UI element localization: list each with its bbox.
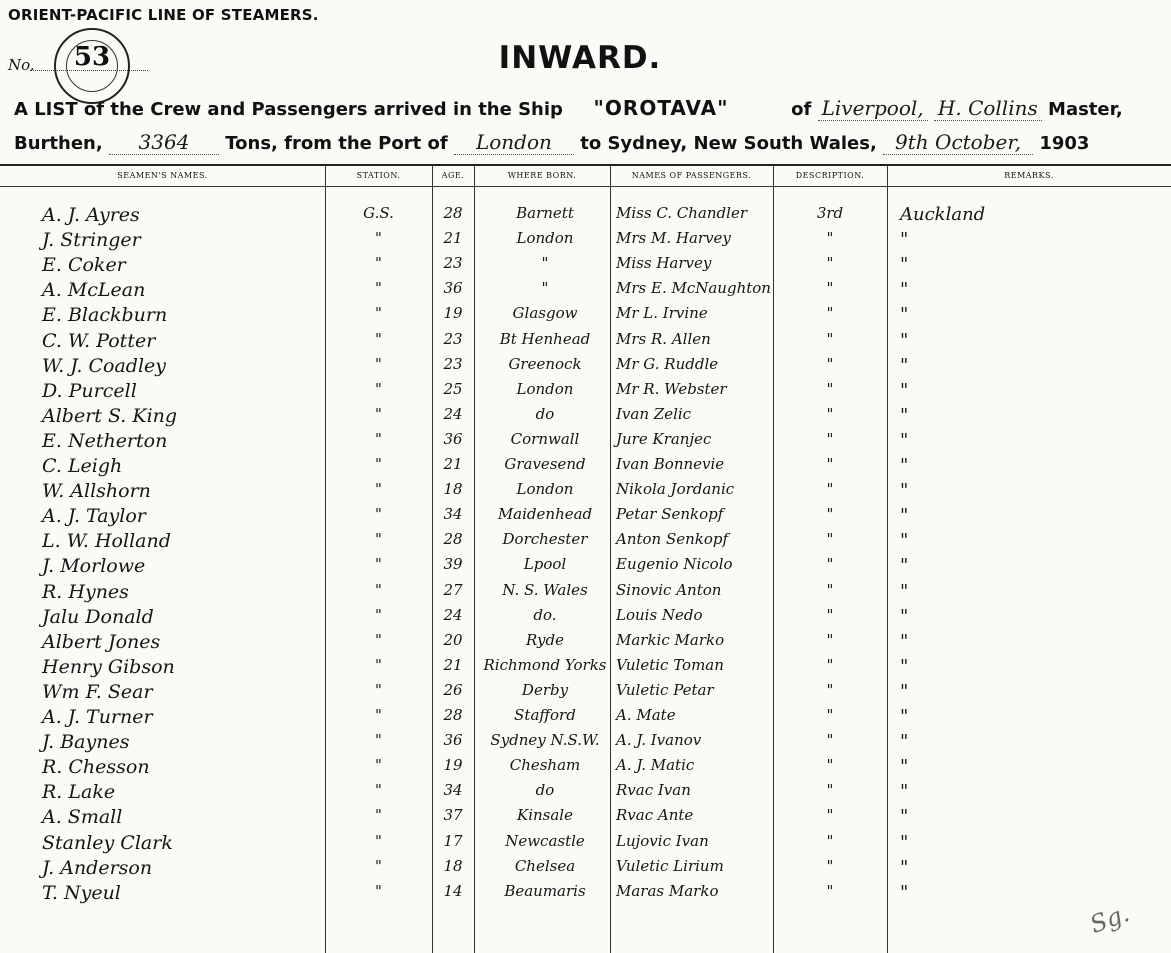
- stamp-number: 53: [73, 42, 111, 72]
- seaman-name: E. Netherton: [42, 429, 168, 452]
- age-cell: 37: [443, 806, 463, 825]
- description-cell: ": [826, 329, 834, 348]
- seaman-name: C. W. Potter: [42, 329, 156, 352]
- remarks-cell: ": [900, 731, 909, 753]
- description-cell: ": [826, 530, 834, 549]
- description-cell: ": [826, 404, 834, 423]
- passenger-name: A. J. Matic: [616, 756, 695, 775]
- age-cell: 18: [443, 856, 463, 875]
- remarks-cell: ": [900, 680, 909, 702]
- remarks-cell: ": [900, 530, 909, 552]
- list-prefix: A LIST of the Crew and Passengers arrived in the Ship: [14, 99, 563, 120]
- master-label: Master,: [1048, 99, 1123, 120]
- description-cell: ": [826, 580, 834, 599]
- seaman-name: A. J. Taylor: [42, 505, 146, 528]
- table-row: [0, 380, 1171, 405]
- age-cell: 23: [443, 354, 463, 373]
- table-header-rule: [0, 186, 1171, 187]
- birthplace-cell: Beaumaris: [504, 881, 586, 900]
- station-cell: ": [375, 856, 382, 875]
- station-cell: ": [375, 881, 382, 900]
- remarks-cell: ": [900, 831, 909, 853]
- description-cell: ": [826, 831, 834, 850]
- station-cell: ": [375, 731, 382, 750]
- birthplace-cell: N. S. Wales: [502, 580, 588, 599]
- passenger-name: Mrs R. Allen: [616, 329, 711, 348]
- station-cell: G.S.: [363, 204, 394, 222]
- station-cell: ": [375, 379, 382, 398]
- seaman-name: R. Hynes: [42, 580, 129, 603]
- seaman-name: C. Leigh: [42, 455, 123, 477]
- table-row: [0, 781, 1171, 806]
- description-cell: ": [826, 429, 834, 448]
- birthplace-cell: London: [516, 480, 574, 499]
- table-row: [0, 480, 1171, 505]
- passenger-name: Rvac Ante: [616, 806, 694, 825]
- birthplace-cell: Chelsea: [514, 856, 576, 875]
- passenger-name: Ivan Bonnevie: [616, 455, 725, 473]
- description-cell: ": [826, 555, 834, 574]
- description-cell: ": [826, 630, 834, 649]
- passenger-name: Mrs M. Harvey: [616, 229, 731, 248]
- passenger-name: Anton Senkopf: [616, 530, 729, 549]
- seaman-name: E. Coker: [42, 254, 126, 277]
- age-cell: 23: [443, 254, 463, 273]
- passenger-name: Petar Senkopf: [616, 505, 724, 524]
- table-row: [0, 806, 1171, 831]
- table-row: [0, 756, 1171, 781]
- age-cell: 39: [443, 555, 463, 574]
- station-cell: ": [375, 480, 382, 499]
- remarks-cell: ": [900, 229, 909, 251]
- passenger-name: Vuletic Toman: [616, 655, 724, 674]
- remarks-cell: ": [900, 455, 909, 476]
- seaman-name: Henry Gibson: [42, 655, 175, 678]
- age-cell: 20: [443, 630, 463, 649]
- shipping-line-name: ORIENT-PACIFIC LINE OF STEAMERS.: [8, 6, 319, 24]
- voyage-date: 9th October,: [883, 130, 1033, 155]
- table-row: [0, 731, 1171, 756]
- passenger-name: Mr G. Ruddle: [616, 354, 719, 373]
- birthplace-cell: ": [541, 254, 549, 273]
- remarks-cell: ": [900, 655, 909, 677]
- seaman-name: Jalu Donald: [42, 605, 154, 628]
- remarks-cell: ": [900, 329, 909, 351]
- seaman-name: R. Chesson: [42, 756, 150, 779]
- table-row: [0, 530, 1171, 555]
- station-cell: ": [375, 455, 382, 473]
- table-row: [0, 882, 1171, 907]
- remarks-cell: ": [900, 881, 909, 903]
- age-cell: 36: [443, 279, 463, 298]
- remarks-cell: ": [900, 781, 909, 803]
- age-cell: 23: [443, 329, 463, 348]
- table-row: [0, 656, 1171, 681]
- seaman-name: L. W. Holland: [42, 530, 171, 553]
- birthplace-cell: do.: [533, 605, 557, 624]
- table-row: [0, 706, 1171, 731]
- station-cell: ": [375, 429, 382, 448]
- birthplace-cell: Gravesend: [504, 455, 586, 473]
- seaman-name: R. Lake: [42, 781, 116, 804]
- passenger-name: Vuletic Petar: [616, 680, 714, 699]
- birthplace-cell: Newcastle: [505, 831, 585, 850]
- station-cell: ": [375, 254, 382, 273]
- burthen-label: Burthen,: [14, 133, 103, 154]
- remarks-cell: ": [900, 630, 909, 652]
- voyage-year: 1903: [1039, 133, 1090, 154]
- seaman-name: J. Morlowe: [42, 555, 146, 578]
- heading-line-voyage: [14, 130, 1089, 155]
- seaman-name: J. Stringer: [42, 229, 141, 252]
- remarks-cell: ": [900, 429, 909, 451]
- birthplace-cell: Greenock: [508, 354, 582, 373]
- birthplace-cell: Glasgow: [512, 304, 578, 323]
- age-cell: 21: [443, 455, 463, 473]
- station-cell: ": [375, 329, 382, 348]
- station-cell: ": [375, 404, 382, 423]
- description-cell: ": [826, 655, 834, 674]
- age-cell: 19: [443, 756, 463, 775]
- station-cell: ": [375, 756, 382, 775]
- description-cell: ": [826, 279, 834, 298]
- age-cell: 18: [443, 480, 463, 499]
- remarks-cell: ": [900, 354, 909, 376]
- birthplace-cell: Derby: [521, 680, 569, 699]
- birthplace-cell: ": [541, 279, 549, 298]
- passenger-name: Ivan Zelic: [616, 404, 692, 423]
- port-of-registry: Liverpool,: [818, 96, 928, 121]
- passenger-name: Louis Nedo: [616, 605, 703, 624]
- age-cell: 26: [443, 680, 463, 699]
- description-cell: ": [826, 605, 834, 624]
- age-cell: 28: [443, 706, 463, 724]
- description-cell: ": [826, 731, 834, 750]
- seaman-name: W. J. Coadley: [42, 354, 167, 377]
- table-row: [0, 405, 1171, 430]
- station-cell: ": [375, 229, 382, 248]
- birthplace-cell: Kinsale: [517, 806, 573, 825]
- column-header-station: STATION.: [356, 171, 401, 180]
- seaman-name: Albert Jones: [42, 630, 161, 653]
- station-cell: ": [375, 580, 382, 599]
- birthplace-cell: Lpool: [523, 555, 567, 574]
- table-row: [0, 857, 1171, 882]
- number-label: No.: [8, 56, 35, 74]
- table-row: [0, 606, 1171, 631]
- age-cell: 25: [443, 379, 463, 398]
- birthplace-cell: London: [516, 379, 574, 398]
- table-row: [0, 304, 1171, 329]
- remarks-cell: ": [900, 379, 909, 401]
- seaman-name: Stanley Clark: [42, 831, 173, 854]
- remarks-cell: ": [900, 806, 909, 828]
- description-cell: ": [826, 480, 834, 499]
- table-top-rule: [0, 164, 1171, 166]
- ship-name: "OROTAVA": [593, 96, 729, 120]
- of-label: of: [791, 99, 812, 120]
- description-cell: ": [826, 229, 834, 248]
- birthplace-cell: do: [535, 404, 555, 423]
- remarks-cell: ": [900, 706, 909, 727]
- tons-value: 3364: [109, 130, 219, 155]
- column-header-seamen: SEAMEN'S NAMES.: [117, 171, 208, 180]
- birthplace-cell: Chesham: [509, 756, 581, 775]
- remarks-cell: ": [900, 304, 909, 326]
- birthplace-cell: Stafford: [514, 706, 576, 724]
- passenger-name: Mr R. Webster: [616, 379, 727, 398]
- remarks-cell: ": [900, 605, 909, 627]
- birthplace-cell: Barnett: [516, 204, 574, 222]
- age-cell: 36: [443, 429, 463, 448]
- birthplace-cell: Ryde: [526, 630, 564, 649]
- passenger-name: Markic Marko: [616, 630, 725, 649]
- remarks-cell: ": [900, 404, 909, 426]
- heading-line-ship: [14, 96, 1123, 120]
- table-row: [0, 505, 1171, 530]
- passenger-name: Sinovic Anton: [616, 580, 722, 599]
- description-cell: ": [826, 505, 834, 524]
- birthplace-cell: Maidenhead: [497, 505, 593, 524]
- birthplace-cell: do: [535, 781, 555, 800]
- passenger-name: Vuletic Lirium: [616, 856, 724, 875]
- description-cell: ": [826, 354, 834, 373]
- description-cell: ": [826, 680, 834, 699]
- passenger-name: Miss C. Chandler: [616, 204, 747, 222]
- table-row: [0, 229, 1171, 254]
- age-cell: 28: [443, 204, 463, 222]
- age-cell: 17: [443, 831, 463, 850]
- age-cell: 34: [443, 781, 463, 800]
- station-cell: ": [375, 505, 382, 524]
- table-row: [0, 581, 1171, 606]
- remarks-cell: ": [900, 580, 909, 602]
- seaman-name: T. Nyeul: [42, 881, 121, 904]
- passenger-name: Miss Harvey: [616, 254, 712, 273]
- remarks-cell: ": [900, 254, 909, 276]
- station-cell: ": [375, 530, 382, 549]
- birthplace-cell: Sydney N.S.W.: [490, 731, 600, 750]
- age-cell: 24: [443, 605, 463, 624]
- seaman-name: E. Blackburn: [42, 304, 168, 327]
- remarks-cell: ": [900, 555, 909, 577]
- passenger-name: Lujovic Ivan: [616, 831, 709, 850]
- passenger-name: Nikola Jordanic: [616, 480, 735, 499]
- passenger-name: A. J. Ivanov: [616, 731, 702, 750]
- seaman-name: A. Small: [42, 806, 123, 829]
- remarks-cell: ": [900, 505, 909, 527]
- birthplace-cell: London: [516, 229, 574, 248]
- table-row: [0, 355, 1171, 380]
- age-cell: 24: [443, 404, 463, 423]
- birthplace-cell: Bt Henhead: [499, 329, 591, 348]
- to-label: to Sydney, New South Wales,: [580, 133, 877, 154]
- tons-label: Tons, from the Port of: [225, 133, 448, 154]
- station-cell: ": [375, 806, 382, 825]
- handwritten-signature: Sg.: [1086, 899, 1134, 939]
- station-cell: ": [375, 279, 382, 298]
- table-row: [0, 204, 1171, 229]
- birthplace-cell: Cornwall: [510, 429, 580, 448]
- remarks-cell: Auckland: [900, 204, 986, 225]
- passenger-name: A. Mate: [616, 706, 676, 724]
- description-cell: 3rd: [816, 204, 844, 222]
- column-header-age: AGE.: [441, 171, 465, 180]
- remarks-cell: ": [900, 480, 909, 502]
- from-port: London: [454, 130, 574, 155]
- description-cell: ": [826, 781, 834, 800]
- remarks-cell: ": [900, 856, 909, 878]
- table-row: [0, 832, 1171, 857]
- seaman-name: Albert S. King: [42, 404, 178, 427]
- age-cell: 14: [443, 881, 463, 900]
- seaman-name: J. Baynes: [42, 731, 130, 754]
- station-cell: ": [375, 630, 382, 649]
- description-cell: ": [826, 806, 834, 825]
- description-cell: ": [826, 254, 834, 273]
- master-name: H. Collins: [934, 96, 1042, 121]
- age-cell: 36: [443, 731, 463, 750]
- description-cell: ": [826, 379, 834, 398]
- station-cell: ": [375, 831, 382, 850]
- table-row: [0, 631, 1171, 656]
- age-cell: 21: [443, 229, 463, 248]
- description-cell: ": [826, 304, 834, 323]
- age-cell: 28: [443, 530, 463, 549]
- passenger-name: Maras Marko: [616, 881, 719, 900]
- age-cell: 19: [443, 304, 463, 323]
- birthplace-cell: Richmond Yorks: [483, 655, 607, 674]
- seaman-name: Wm F. Sear: [42, 680, 153, 703]
- table-row: [0, 279, 1171, 304]
- station-cell: ": [375, 706, 382, 724]
- seaman-name: A. J. Turner: [42, 706, 153, 728]
- passenger-name: Mr L. Irvine: [616, 304, 708, 323]
- age-cell: 21: [443, 655, 463, 674]
- column-header-born: WHERE BORN.: [507, 171, 577, 180]
- passenger-name: Rvac Ivan: [616, 781, 691, 800]
- table-row: [0, 681, 1171, 706]
- birthplace-cell: Dorchester: [502, 530, 588, 549]
- age-cell: 34: [443, 505, 463, 524]
- station-cell: ": [375, 655, 382, 674]
- description-cell: ": [826, 706, 834, 724]
- station-cell: ": [375, 354, 382, 373]
- table-row: [0, 330, 1171, 355]
- station-cell: ": [375, 680, 382, 699]
- age-cell: 27: [443, 580, 463, 599]
- station-cell: ": [375, 304, 382, 323]
- station-cell: ": [375, 605, 382, 624]
- column-header-remarks: REMARKS.: [1004, 171, 1054, 180]
- description-cell: ": [826, 856, 834, 875]
- seaman-name: W. Allshorn: [42, 480, 151, 503]
- description-cell: ": [826, 455, 834, 473]
- passenger-name: Eugenio Nicolo: [616, 555, 733, 574]
- table-row: [0, 430, 1171, 455]
- seaman-name: D. Purcell: [42, 379, 137, 402]
- seaman-name: J. Anderson: [42, 856, 153, 879]
- table-row: [0, 555, 1171, 580]
- column-header-description: DESCRIPTION.: [795, 171, 865, 180]
- station-cell: ": [375, 555, 382, 574]
- description-cell: ": [826, 756, 834, 775]
- table-row: [0, 254, 1171, 279]
- passenger-name: Mrs E. McNaughton: [616, 279, 771, 298]
- remarks-cell: ": [900, 279, 909, 301]
- table-row: [0, 455, 1171, 480]
- station-cell: ": [375, 781, 382, 800]
- description-cell: ": [826, 881, 834, 900]
- seaman-name: A. J. Ayres: [42, 204, 140, 226]
- passenger-name: Jure Kranjec: [616, 429, 712, 448]
- seaman-name: A. McLean: [42, 279, 146, 302]
- remarks-cell: ": [900, 756, 909, 778]
- page-title: INWARD.: [498, 40, 662, 76]
- column-header-passengers: NAMES OF PASSENGERS.: [631, 171, 752, 180]
